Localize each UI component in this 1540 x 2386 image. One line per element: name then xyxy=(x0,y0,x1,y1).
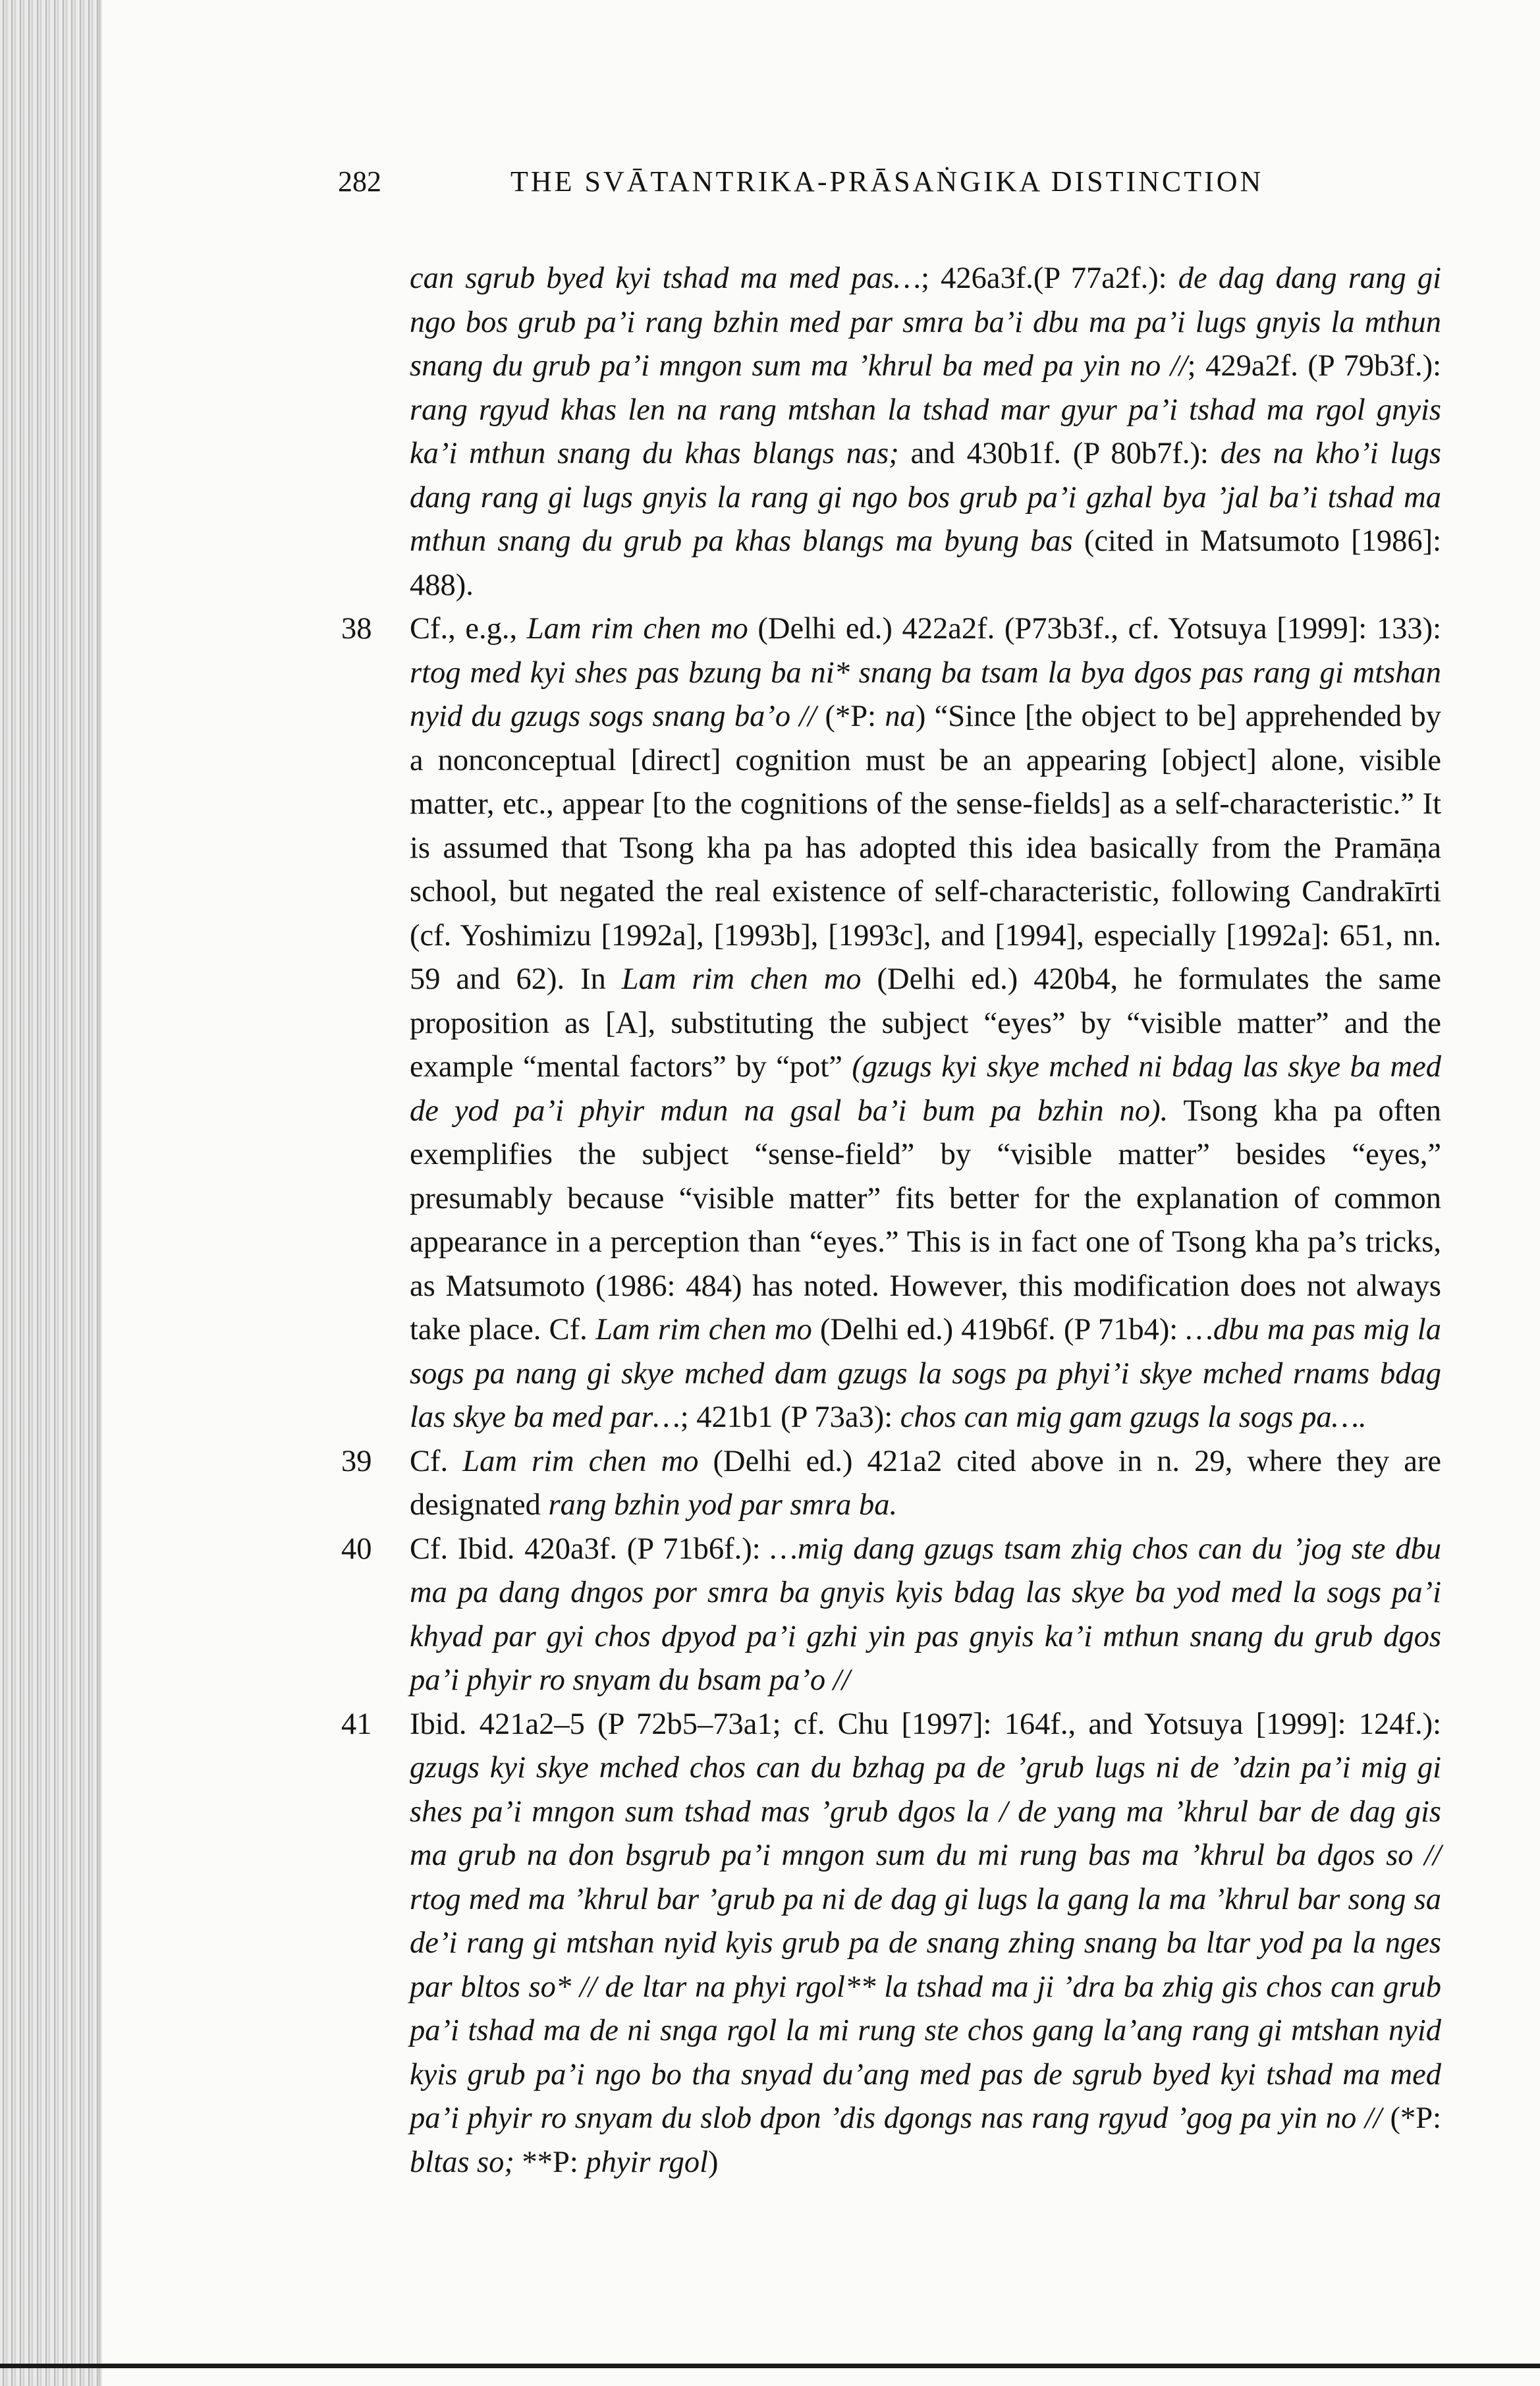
footnote-text xyxy=(410,257,1441,607)
text-run: (Delhi ed.) 421a2 cited above in n. 29, where they are designated xyxy=(410,1444,1441,1522)
footnote-text xyxy=(410,607,1441,1440)
text-run: (*P: xyxy=(1381,2101,1441,2135)
italic-text-run: …dbu ma pas mig la sogs pa nang gi skye mched dam gzugs la sogs pa phyi’i skye mched rnams bdag las skye ba med par… xyxy=(410,1313,1441,1434)
text-run: (Delhi ed.) 420b4, he formulates the same proposition as [A], substituting the subject “eyes” by “visible matter” and the example “mental factors” by “pot” xyxy=(410,962,1441,1084)
italic-text-run: bltas so; xyxy=(410,2145,514,2179)
italic-text-run: gzugs kyi skye mched chos can du bzhag pa de ’grub lugs ni de ’dzin pa’i mig gi shes pa’i mngon sum tshad mas ’grub dgos la / de yang ma ’khrul bar de dag gis ma grub na don bsgrub pa’i mngon sum du mi rung bas ma ’khrul ba dgos so // rtog med ma ’khrul bar ’grub pa ni de dag gi lugs la gang la ma ’khrul bar song sa de’i rang gi mtshan nyid kyis grub pa de snang zhing snang ba ltar yod pa la nges par bltos so* // de ltar na phyi rgol** la tshad ma ji ’dra ba zhig gis chos can grub pa’i tshad ma de ni snga rgol la mi rung ste chos gang la’ang rang gi mtshan nyid kyis grub pa’i ngo bo tha snyad du’ang med pas de sgrub byed kyi tshad ma med pa’i phyir ro snyam du slob dpon ’dis dgongs nas rang rgyud ’gog pa yin no // xyxy=(410,1751,1441,2135)
footnote-40 xyxy=(341,1528,1441,1703)
italic-text-run: …mig dang gzugs tsam zhig chos can du ’jog ste dbu ma pa dang dngos por smra ba gnyis kyis bdag las skye ba yod med la sogs pa’i khyad par gyi chos dpyod pa’i gzhi yin pas gnyis ka’i mthun snang du grub dgos pa’i phyir ro snyam du bsam pa’o // xyxy=(410,1532,1441,1697)
page-number: 282 xyxy=(338,165,381,198)
italic-text-run: phyir rgol xyxy=(586,2145,708,2179)
text-run: (*P: xyxy=(816,700,885,733)
footnote-text xyxy=(410,1703,1441,2185)
italic-text-run: rang rgyud khas len na rang mtshan la tshad mar gyur pa’i tshad ma rgol gnyis ka’i mthun snang du khas blangs nas; xyxy=(410,393,1441,470)
text-run: ; 421b1 (P 73a3): xyxy=(680,1401,900,1434)
footnote-41 xyxy=(341,1703,1441,2185)
text-run: ; 429a2f. (P 79b3f.): xyxy=(1187,349,1441,383)
scan-bottom-edge xyxy=(0,2364,1540,2368)
italic-text-run: des na kho’i lugs dang rang gi lugs gnyis la rang gi ngo bos grub pa’i gzhal bya ’jal ba’i tshad ma mthun snang du grub pa khas blangs ma byung bas xyxy=(410,437,1441,558)
footnote-text xyxy=(410,1440,1441,1528)
text-run: Ibid. 421a2–5 (P 72b5–73a1; cf. Chu [1997]: 164f., and Yotsuya [1999]: 124f.): xyxy=(410,1707,1441,1741)
italic-text-run: rtog med kyi shes pas bzung ba ni* snang ba tsam la bya dgos pas rang gi mtshan nyid du gzugs sogs snang ba’o // xyxy=(410,655,1441,733)
footnote-number: 39 xyxy=(341,1444,372,1478)
footnote-number: 41 xyxy=(341,1707,372,1741)
italic-text-run: Lam rim chen mo xyxy=(526,612,748,646)
italic-text-run: can sgrub byed kyi tshad ma med pas… xyxy=(410,262,921,295)
text-run: ; 426a3f.(P 77a2f.): xyxy=(921,262,1178,295)
text-run: and 430b1f. (P 80b7f.): xyxy=(898,437,1221,470)
italic-text-run: na xyxy=(885,700,916,733)
italic-text-run: rang bzhin yod par smra ba. xyxy=(548,1488,898,1522)
text-run: Cf. Ibid. 420a3f. (P 71b6f.): xyxy=(410,1532,771,1566)
footnote-text xyxy=(410,1528,1441,1703)
footnotes-body xyxy=(341,257,1441,2184)
italic-text-run: Lam rim chen mo xyxy=(462,1444,699,1478)
italic-text-run: de dag dang rang gi ngo bos grub pa’i rang bzhin med par smra ba’i dbu ma pa’i lugs gnyis la mthun snang du grub pa’i mngon sum ma ’khrul ba med pa yin no // xyxy=(410,262,1441,383)
text-run: (cited in Matsumoto [1986]: 488). xyxy=(410,524,1441,602)
footnote-continued xyxy=(341,257,1441,607)
binding-edge xyxy=(99,0,103,2386)
text-run: Cf., e.g., xyxy=(410,612,527,646)
text-run: Cf. xyxy=(410,1444,463,1478)
footnote-number: 40 xyxy=(341,1532,372,1566)
footnote-39 xyxy=(341,1440,1441,1528)
text-run: ) “Since [the object to be] apprehended by a nonconceptual [direct] cognition must be an appearing [object] alone, visible matter, etc., appear [to the cognitions of the sense-fields] as a self-characteristic.” It is assumed that Tsong kha pa has adopted this idea basically from the Pramāṇa school, but negated the real existence of self-characteristic, following Candrakīrti (cf. Yoshimizu [1992a], [1993b], [1993c], and [1994], especially [1992a]: 651, nn. 59 and 62). In xyxy=(410,700,1441,996)
footnote-38 xyxy=(341,607,1441,1440)
text-run: Tsong kha pa often exemplifies the subject “sense-field” by “visible matter” besides “eyes,” presumably because “visible matter” fits better for the explanation of common appearance in a perception than “eyes.” This is in fact one of Tsong kha pa’s tricks, as Matsumoto (1986: 484) has noted. However, this modification does not always take place. Cf. xyxy=(410,1094,1442,1346)
italic-text-run: (gzugs kyi skye mched ni bdag las skye ba med de yod pa’i phyir mdun na gsal ba’i bum pa bzhin no). xyxy=(410,1050,1441,1128)
italic-text-run: Lam rim chen mo xyxy=(621,962,862,996)
text-run: ) xyxy=(708,2145,719,2179)
footnote-number: 38 xyxy=(341,612,372,646)
book-binding-shadow xyxy=(0,0,99,2386)
italic-text-run: Lam rim chen mo xyxy=(595,1313,812,1346)
text-run: **P: xyxy=(514,2145,586,2179)
italic-text-run: chos can mig gam gzugs la sogs pa…. xyxy=(900,1401,1367,1434)
page-header xyxy=(338,162,1280,202)
text-run: (Delhi ed.) 419b6f. (P 71b4): xyxy=(811,1313,1186,1346)
text-run: (Delhi ed.) 422a2f. (P73b3f., cf. Yotsuya [1999]: 133): xyxy=(748,612,1441,646)
running-title: THE SVĀTANTRIKA-PRĀSAṄGIKA DISTINCTION xyxy=(510,165,1264,198)
